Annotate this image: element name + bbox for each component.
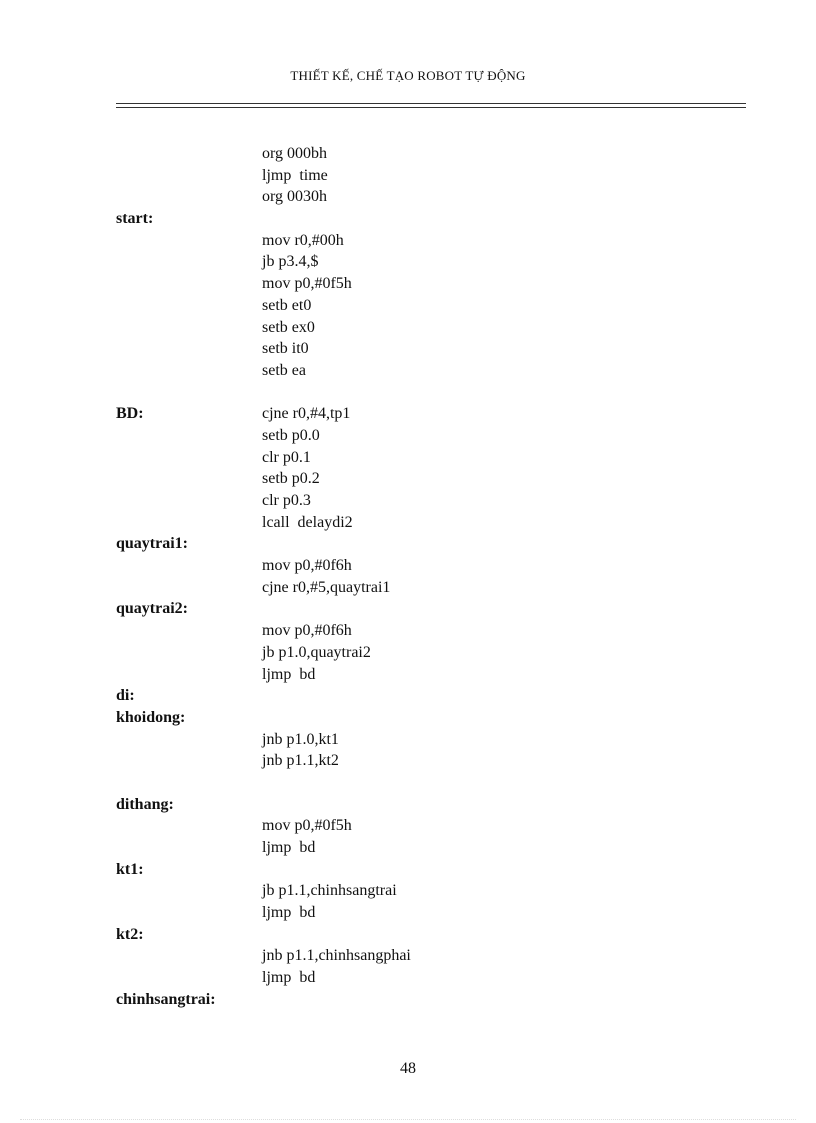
code-instruction: setb p0.0: [262, 426, 320, 444]
code-line: [0, 620, 816, 642]
code-line: [0, 880, 816, 902]
code-line: [0, 533, 816, 555]
code-instruction: cjne r0,#4,tp1: [262, 405, 351, 423]
code-line: [0, 490, 816, 512]
code-instruction: cjne r0,#5,quaytrai1: [262, 578, 391, 596]
code-instruction: org 000bh: [262, 145, 328, 162]
code-instruction: setb p0.2: [262, 470, 320, 488]
code-instruction: jnb p1.1,chinhsangphai: [262, 947, 411, 965]
code-line: [0, 924, 816, 946]
code-instruction: ljmp time: [262, 166, 328, 184]
code-line: [0, 360, 816, 382]
code-line: [0, 317, 816, 339]
code-line: [0, 772, 816, 794]
page-number: 48: [400, 1060, 416, 1077]
code-line: [0, 815, 816, 837]
code-line: [0, 577, 816, 599]
code-instruction: jnb p1.0,kt1: [262, 730, 339, 748]
code-line: [0, 251, 816, 273]
code-label: di:: [116, 687, 135, 705]
code-line: [0, 837, 816, 859]
code-line: [0, 512, 816, 534]
code-label: dithang:: [116, 795, 174, 813]
code-line: [0, 186, 816, 208]
code-line: [0, 989, 816, 1011]
code-line: [0, 143, 816, 165]
code-line: [0, 273, 816, 295]
code-line: [0, 945, 816, 967]
code-instruction: ljmp bd: [262, 839, 316, 856]
code-instruction: ljmp bd: [262, 665, 316, 683]
code-line: [0, 794, 816, 816]
code-line: [0, 338, 816, 360]
code-listing: [0, 143, 816, 1011]
code-label: quaytrai2:: [116, 600, 188, 618]
code-label: quaytrai1:: [116, 535, 188, 553]
code-instruction: setb et0: [262, 296, 312, 314]
code-line: [0, 295, 816, 317]
code-instruction: clr p0.1: [262, 448, 311, 466]
code-line: [0, 707, 816, 729]
code-line: [0, 598, 816, 620]
code-instruction: mov p0,#0f6h: [262, 557, 352, 575]
code-label: khoidong:: [116, 708, 186, 726]
code-instruction: setb it0: [262, 340, 309, 358]
code-instruction: jb p1.1,chinhsangtrai: [262, 882, 397, 900]
code-line: [0, 664, 816, 686]
code-instruction: mov p0,#0f5h: [262, 817, 352, 835]
code-instruction: mov p0,#0f5h: [262, 275, 352, 293]
header-double-rule: [116, 103, 746, 108]
code-instruction: ljmp bd: [262, 969, 316, 987]
code-label: start:: [116, 210, 154, 228]
code-instruction: org 0030h: [262, 188, 328, 206]
code-instruction: lcall delaydi2: [262, 513, 353, 531]
code-line: [0, 208, 816, 230]
code-label: chinhsangtrai:: [116, 990, 216, 1008]
code-instruction: setb ex0: [262, 318, 315, 336]
code-line: [0, 403, 816, 425]
code-instruction: jnb p1.1,kt2: [262, 752, 339, 770]
code-line: [0, 967, 816, 989]
code-instruction: clr p0.3: [262, 492, 311, 509]
code-instruction: ljmp bd: [262, 904, 316, 922]
code-line: [0, 859, 816, 881]
code-line: [0, 729, 816, 751]
page-bottom-border: [20, 1119, 796, 1120]
code-line: [0, 685, 816, 707]
code-label: kt1:: [116, 860, 144, 878]
code-line: [0, 555, 816, 577]
code-line: [0, 902, 816, 924]
code-line: [0, 447, 816, 469]
code-instruction: mov r0,#00h: [262, 231, 344, 249]
code-line: [0, 230, 816, 252]
page-header-title: THIẾT KẾ, CHẾ TẠO ROBOT TỰ ĐỘNG: [290, 68, 526, 83]
code-instruction: jb p3.4,$: [262, 253, 319, 271]
code-label: kt2:: [116, 925, 144, 943]
code-line: [0, 425, 816, 447]
code-line: [0, 468, 816, 490]
code-instruction: jb p1.0,quaytrai2: [262, 643, 371, 661]
code-label: BD:: [116, 405, 144, 423]
code-instruction: setb ea: [262, 361, 306, 379]
code-line: [0, 750, 816, 772]
code-line: [0, 642, 816, 664]
code-instruction: mov p0,#0f6h: [262, 622, 352, 640]
code-line: [0, 382, 816, 404]
code-line: [0, 165, 816, 187]
